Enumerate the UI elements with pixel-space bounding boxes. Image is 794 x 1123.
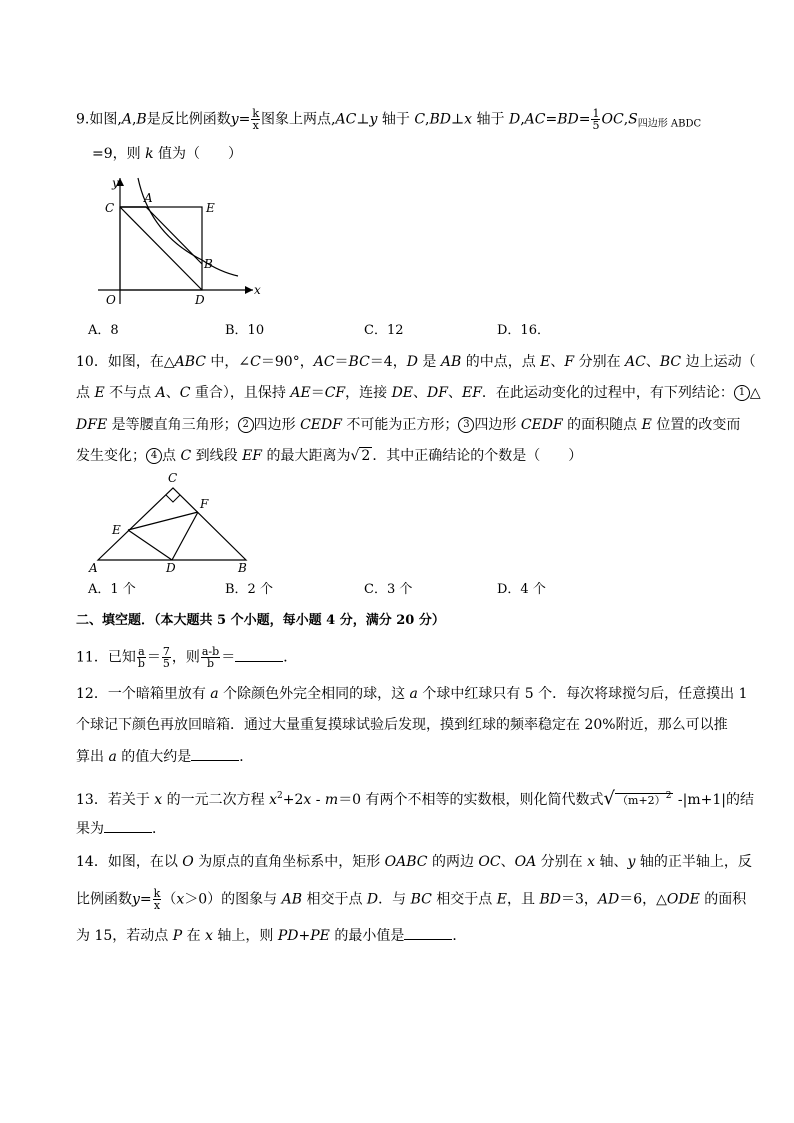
circled-number: 4 [146,448,162,464]
q9-option-c[interactable]: C．12 [364,323,404,338]
math-var: D [366,891,379,908]
text: 发生变化； [76,448,146,464]
text: 重合），且保持 [190,385,291,401]
text: 四边形 [253,417,301,433]
math-var: A [155,385,166,401]
label-y: y [112,176,119,190]
q9-option-b[interactable]: B．10 [225,323,265,338]
q9-number: 9 [76,111,85,128]
frac-num: 7 [162,645,170,658]
text: ．在此运动变化的过程中，有下列结论： [481,385,734,401]
text: .如图, [84,111,122,128]
math-var: F [564,354,575,370]
label-x: x [254,283,261,297]
q9-line-1 [76,108,701,134]
sqrt-radicand: 2 [361,448,371,464]
math-var: DFE [76,417,108,433]
answer-blank[interactable] [104,820,152,833]
math-var: DE [391,385,414,401]
text: ，连接 [345,385,392,401]
text: 相交于点 [302,891,367,908]
text: ＝ [334,354,349,370]
text: 13．若关于 [76,792,155,808]
math-var: E [94,385,105,401]
q10-line-1 [76,353,756,371]
label-B: B [204,257,213,271]
math-var: BC [659,354,682,370]
math-var: m [324,792,339,808]
math-var: D [508,111,521,128]
label-C: C [105,201,115,215]
circled-number: 1 [734,385,750,401]
text: - [311,792,325,808]
q13-line-1 [76,787,754,810]
text: 边上运动（ [681,354,756,370]
text: 点 [162,448,181,464]
text: △ [749,385,761,401]
text: = [139,891,152,908]
text: ． [452,928,467,944]
math-var: AC [524,111,546,128]
label-E: E [206,201,215,215]
text: ＞0）的图象与 [184,891,282,908]
math-var: EF [461,385,482,401]
text: -|m+1|的结 [673,792,754,808]
text: 轴于 [472,111,509,128]
math-var: k [145,146,154,162]
text: 的两边 [427,854,479,870]
math-var: CF [324,385,346,401]
answer-blank[interactable] [235,649,283,662]
text: 的中点，点 [461,354,541,370]
text: 是 [417,354,441,370]
fraction-a-b [137,646,146,669]
label-D: D [166,561,176,575]
text: 轴上，则 [212,928,278,944]
q10-option-b[interactable]: B．2 个 [225,582,273,597]
math-var: a [210,686,219,702]
q9-figure [88,172,264,310]
text: 为 15，若动点 [76,928,173,944]
frac-den: 5 [162,657,170,670]
frac-num: k [153,887,161,900]
text: ＝90°， [260,354,314,370]
text: ＝6，△ [619,891,667,908]
text: 为原点的直角坐标系中，矩形 [193,854,385,870]
math-var: E [641,417,652,433]
circled-number: 3 [458,417,474,433]
sqrt-radicand [615,793,673,807]
text: 果为 [76,821,104,837]
q12-line-1 [76,685,748,703]
text: 分别在 [574,354,626,370]
superscript: 2 [276,791,283,801]
q10-figure [86,468,256,576]
text: 、 [165,385,180,401]
math-var: OC [601,111,624,128]
text: 不可能为正方形； [341,417,459,433]
frac-num: a-b [201,645,220,658]
text: 比例函数 [76,891,132,908]
text: = [238,111,251,128]
label-B: B [238,561,247,575]
superscript: 2 [665,791,672,801]
math-var: x [205,928,213,944]
math-var: C [414,111,426,128]
label-D: D [195,293,205,307]
text: 的一元二次方程 [162,792,270,808]
label-A: A [89,561,98,575]
text: ⊥ [356,111,370,128]
fraction-k-over-x [153,888,162,911]
math-var: C [179,385,191,401]
q9-line-2 [92,145,242,163]
label-E: E [112,523,121,537]
text: 、 [413,385,428,401]
text: ＝ [310,385,325,401]
text: 轴、 [595,854,628,870]
text: 个球中红球只有 5 个．每次将球搅匀后，任意摸出 1 [417,686,748,702]
text: 分别在 [536,854,588,870]
label-O: O [106,293,116,307]
label-C: C [168,471,178,485]
math-var: CEDF [300,417,342,433]
text: ＝ [221,649,236,666]
math-var: OABC [384,854,428,870]
segment-FD [172,512,198,560]
text: 的面积 [699,891,747,908]
q12-line-2: 个球记下颜色再放回暗箱．通过大量重复摸球试验后发现，摸到红球的频率稳定在 20%附近，那么可以推 [76,717,728,733]
text: 的值大约是 [116,749,192,765]
text: ＝3， [560,891,598,908]
math-var: O [182,854,194,870]
text: 、 [500,854,515,870]
text: 、 [447,385,462,401]
text: （ [162,891,177,908]
math-var: A [121,111,132,128]
text: 是等腰直角三角形； [107,417,238,433]
frac-num: 1 [592,107,600,120]
text: 轴的正半轴上，反 [635,854,752,870]
text: ． [283,649,298,666]
hyperbola-curve [138,178,238,276]
text: 14．如图，在以 [76,854,183,870]
math-var: C [180,448,192,464]
math-var: D [406,354,418,370]
math-var: AB [281,891,302,908]
frac-den: b [137,657,145,670]
text: （m+2） [617,794,666,807]
right-angle-mark [166,495,180,502]
math-var: BD [557,111,579,128]
text: 值为（ ） [153,146,243,162]
segment-AB [146,207,202,264]
text: ＝ [146,649,161,666]
math-var: x [587,854,596,870]
text: 的最小值是 [329,928,405,944]
math-var: E [496,891,507,908]
text: 图象上两点, [261,111,336,128]
fraction-7-5 [162,646,171,669]
math-var: E [540,354,551,370]
sqrt-sign: √ [350,448,360,464]
q11-line [76,646,297,669]
text: 中，∠ [205,354,251,370]
text: ．其中正确结论的个数是（ ） [372,448,583,464]
text: 个除颜色外完全相同的球，这 [218,686,410,702]
text: 、 [645,354,660,370]
text: 算出 [76,749,109,765]
answer-blank[interactable] [404,927,452,940]
text: ，且 [507,891,540,908]
text: 不与点 [104,385,156,401]
text: 、 [550,354,565,370]
label-A: A [144,191,153,205]
math-var: x [154,792,163,808]
math-var: B [136,111,147,128]
math-var: AB [440,354,462,370]
math-var: x [269,792,277,808]
frac-num: a [138,645,145,658]
text: 轴于 [377,111,415,128]
math-var: CEDF [520,417,563,433]
q12-line-3 [76,748,253,766]
math-var: C [250,354,261,370]
text: 到线段 [191,448,243,464]
math-var: BC [348,354,370,370]
text: 点 [76,385,95,401]
text: +2 [282,792,304,808]
text: 10．如图，在△ [76,354,175,370]
sqrt-sign: √ [603,788,616,809]
text: 11．已知 [76,649,136,666]
math-var: BD [429,111,451,128]
text: 12．一个暗箱里放有 [76,686,211,702]
math-var: x [176,891,185,908]
math-var: AD [597,891,620,908]
text: 相交于点 [431,891,497,908]
math-var: BC [410,891,432,908]
math-var: y [230,111,239,128]
math-var: DF [427,385,448,401]
label-F: F [200,497,209,511]
text: ．与 [378,891,411,908]
math-var: AC [625,354,646,370]
math-var: ABC [174,354,206,370]
text: 在 [182,928,206,944]
math-var: OA [514,854,537,870]
section-2-heading: 二、填空题．（本大题共 5 个小题，每小题 4 分，满分 20 分） [76,613,445,628]
text: 是反比例函数 [146,111,231,128]
q10-option-c[interactable]: C．3 个 [364,582,413,597]
math-var: EF [242,448,263,464]
math-var: P [172,928,183,944]
math-var: ODE [666,891,700,908]
text: 位置的改变而 [651,417,741,433]
fraction-1-5 [591,108,600,131]
text: ＝0 有两个不相等的实数根，则化简代数式 [338,792,604,808]
q10-line-2 [76,384,761,402]
math-var: a [108,749,117,765]
math-var: AE [290,385,311,401]
math-var: S [628,111,638,128]
answer-blank[interactable] [191,748,239,761]
math-var: a [409,686,418,702]
fraction-k-over-x [251,108,260,131]
frac-den: x [153,899,161,912]
text: ＝4， [369,354,407,370]
math-var: OC [478,854,501,870]
text: ⊥ [451,111,465,128]
text: 四边形 [474,417,521,433]
text: ． [152,821,166,837]
q10-line-4 [76,447,582,465]
math-var: BD [539,891,561,908]
text: , [623,111,629,128]
text: , [520,111,525,128]
text: ． [239,749,254,765]
q9-option-d[interactable]: D．16． [497,323,550,338]
text: , [425,111,430,128]
frac-den: 5 [592,119,600,132]
x-axis-arrow [245,286,253,294]
frac-den: x [252,119,259,132]
math-var: x [464,111,473,128]
q10-option-a[interactable]: A．1 个 [88,582,136,597]
math-var: y [132,891,140,908]
math-var: AC [313,354,335,370]
math-var: AC [335,111,357,128]
frac-num: k [252,107,260,120]
math-var: x [303,792,312,808]
math-var: PD+PE [277,928,330,944]
text: , [131,111,137,128]
q10-option-d[interactable]: D．4 个 [497,582,546,597]
math-var: y [627,854,636,870]
fraction-amb-b [201,646,220,669]
q14-line-3 [76,927,466,945]
text: = [545,111,558,128]
segment-CD [120,207,202,290]
q13-line-2 [76,820,166,838]
frac-den: b [207,657,215,670]
text: ，则 [171,649,200,666]
q14-line-1 [76,853,752,871]
segment-ED [128,530,172,560]
subscript: 四边形 ABDC [637,118,702,130]
circled-number: 2 [238,417,254,433]
q14-line-2 [76,888,746,911]
q9-option-a[interactable]: A．8 [88,323,119,338]
math-var: y [369,111,378,128]
text: 的最大距离为 [262,448,351,464]
text: = [578,111,591,128]
text: 的面积随点 [562,417,642,433]
text: =9，则 [92,146,146,162]
q10-line-3 [76,416,740,434]
